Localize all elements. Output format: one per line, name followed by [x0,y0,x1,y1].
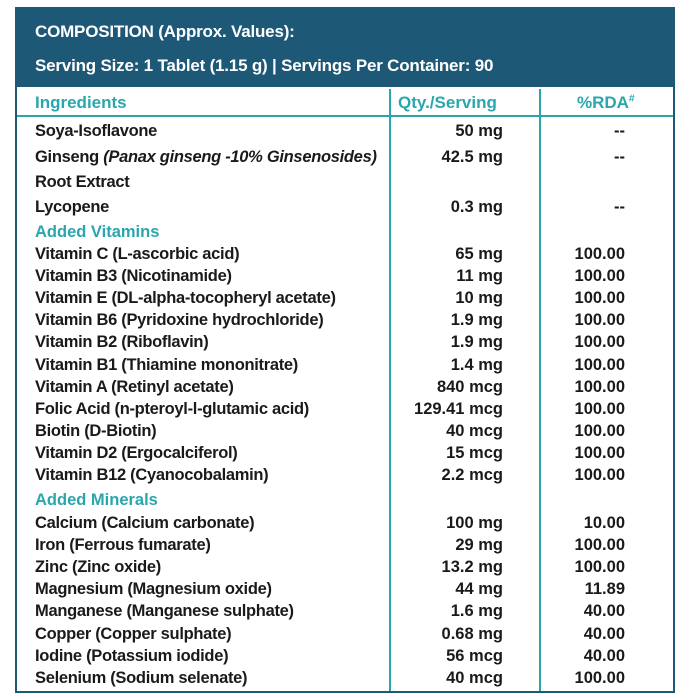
table-row [17,289,673,311]
ingredient-rda: 100.00 [574,466,625,484]
ingredient-name [35,669,247,688]
header-rda-label: %RDA [577,93,629,112]
header-qty: Qty./Serving [398,93,497,112]
ingredient-qty: 0.3 mg [450,198,503,216]
table-row [17,378,673,400]
ingredient-rda: 100.00 [574,536,625,554]
ingredient-rda: 100.00 [574,311,625,329]
composition-banner [17,9,673,87]
table-row [17,356,673,378]
ingredient-name [35,647,228,666]
ingredient-name [35,444,238,463]
ingredient-rda: 100.00 [574,356,625,374]
table-row [17,173,673,195]
ingredient-rda: 40.00 [583,602,625,620]
ingredient-rda: -- [614,198,625,216]
ingredient-qty: 13.2 mg [441,558,503,576]
table-row [17,558,673,580]
table-row [17,333,673,355]
ingredient-qty: 1.9 mg [450,333,503,351]
ingredient-name [35,514,254,533]
ingredient-name-text: Vitamin B2 (Riboflavin) [35,333,209,351]
ingredient-name-text: Manganese (Manganese sulphate) [35,602,294,620]
ingredient-name-text: Vitamin D2 (Ergocalciferol) [35,444,238,462]
ingredient-name-text: Magnesium (Magnesium oxide) [35,580,272,598]
ingredient-name-text: Folic Acid (n-pteroyl-l-glutamic acid) [35,400,310,418]
ingredient-name [35,378,234,397]
table-row [17,122,673,144]
ingredient-name [35,400,309,419]
ingredient-name-text: Zinc (Zinc oxide) [35,558,161,576]
header-ingredients: Ingredients [35,93,127,112]
header-rda [577,93,635,113]
ingredient-name [35,580,272,599]
table-row [17,647,673,669]
ingredient-rda: 100.00 [574,400,625,418]
ingredient-name [35,558,161,577]
table-row [17,536,673,558]
table-row [17,245,673,267]
ingredient-qty: 840 mcg [436,378,503,396]
ingredient-rda: 100.00 [574,378,625,396]
ingredient-rda: 100.00 [574,245,625,263]
ingredient-name-text: Biotin (D-Biotin) [35,422,157,440]
ingredient-name [35,245,239,264]
ingredient-name-text: Vitamin B12 (Cyanocobalamin) [35,466,269,484]
ingredient-name-text: Lycopene [35,198,110,216]
table-header [17,89,673,117]
ingredient-qty: 15 mcg [446,444,503,462]
table-row [17,422,673,444]
ingredient-name [35,466,268,485]
composition-title: COMPOSITION (Approx. Values): [35,22,295,41]
section-heading: Added Minerals [35,491,158,509]
ingredient-qty: 129.41 mcg [414,400,503,418]
ingredient-name-text: Vitamin B6 (Pyridoxine hydrochloride) [35,311,324,329]
ingredient-name [35,602,294,621]
ingredient-rda: 40.00 [583,647,625,665]
ingredient-name [35,356,298,375]
ingredient-name [35,148,377,167]
ingredient-name-text: Copper (Copper sulphate) [35,625,232,643]
ingredient-name-text: Vitamin B3 (Nicotinamide) [35,267,232,285]
ingredient-rda: 40.00 [583,625,625,643]
table-row [17,148,673,170]
section-heading: Added Vitamins [35,223,160,241]
ingredient-qty: 44 mg [455,580,503,598]
ingredient-rda: 100.00 [574,558,625,576]
ingredient-name-text: Vitamin E (DL-alpha-tocopheryl acetate) [35,289,336,307]
ingredient-rda: -- [614,122,625,140]
table-row [17,400,673,422]
ingredient-name-text: Selenium (Sodium selenate) [35,669,248,687]
composition-panel [15,7,675,693]
ingredient-rda: 100.00 [574,267,625,285]
ingredient-name-text: Vitamin B1 (Thiamine mononitrate) [35,356,298,374]
ingredient-name [35,311,323,330]
ingredient-rda: 11.89 [584,580,625,598]
ingredient-qty: 40 mcg [446,422,503,440]
table-row [17,514,673,536]
ingredient-qty: 11 mg [456,267,503,285]
ingredient-qty: 56 mcg [446,647,503,665]
ingredient-rda: -- [614,148,625,166]
ingredient-qty: 1.4 mg [450,356,503,374]
ingredient-qty: 0.68 mg [441,625,503,643]
ingredient-name [35,333,208,352]
ingredient-name [35,198,109,217]
ingredient-rda: 100.00 [574,444,625,462]
ingredient-qty: 10 mg [455,289,503,307]
table-row [17,580,673,602]
ingredient-qty: 1.6 mg [450,602,503,620]
table-row [17,198,673,220]
ingredient-name-text: Vitamin A (Retinyl acetate) [35,378,234,396]
table-row [17,444,673,466]
ingredient-name [35,289,336,308]
table-row [17,602,673,624]
ingredient-qty: 1.9 mg [450,311,503,329]
ingredient-qty: 50 mg [455,122,503,140]
ingredient-qty: 40 mcg [446,669,503,687]
table-row [17,669,673,691]
header-rda-mark: # [628,93,635,105]
ingredient-name [35,625,231,644]
ingredient-rda: 100.00 [574,289,625,307]
ingredient-name-text: Root Extract [35,173,130,191]
ingredient-name [35,536,211,555]
ingredient-name [35,173,130,192]
ingredient-qty: 65 mg [455,245,503,263]
ingredient-name [35,422,156,441]
table-row [17,311,673,333]
serving-info: Serving Size: 1 Tablet (1.15 g) | Servings Per Container: 90 [35,56,494,75]
ingredient-rda: 10.00 [583,514,625,532]
ingredient-rda: 100.00 [574,669,625,687]
ingredient-name-text: Iodine (Potassium iodide) [35,647,229,665]
table-row [17,625,673,647]
ingredient-qty: 100 mg [446,514,503,532]
ingredient-name [35,267,232,286]
ingredient-rda: 100.00 [574,333,625,351]
ingredient-name-text: Iron (Ferrous fumarate) [35,536,211,554]
ingredient-name-text: Soya-Isoflavone [35,122,158,140]
ingredient-name-text: Calcium (Calcium carbonate) [35,514,255,532]
ingredient-rda: 100.00 [574,422,625,440]
ingredient-name [35,122,157,141]
ingredient-name-italic: (Panax ginseng -10% Ginsenosides) [98,148,377,166]
ingredient-qty: 29 mg [455,536,503,554]
ingredient-name-text: Vitamin C (L-ascorbic acid) [35,245,240,263]
table-row [17,267,673,289]
table-row [17,466,673,488]
ingredient-qty: 42.5 mg [441,148,503,166]
ingredient-qty: 2.2 mcg [441,466,503,484]
ingredient-name-text: Ginseng [35,148,99,166]
